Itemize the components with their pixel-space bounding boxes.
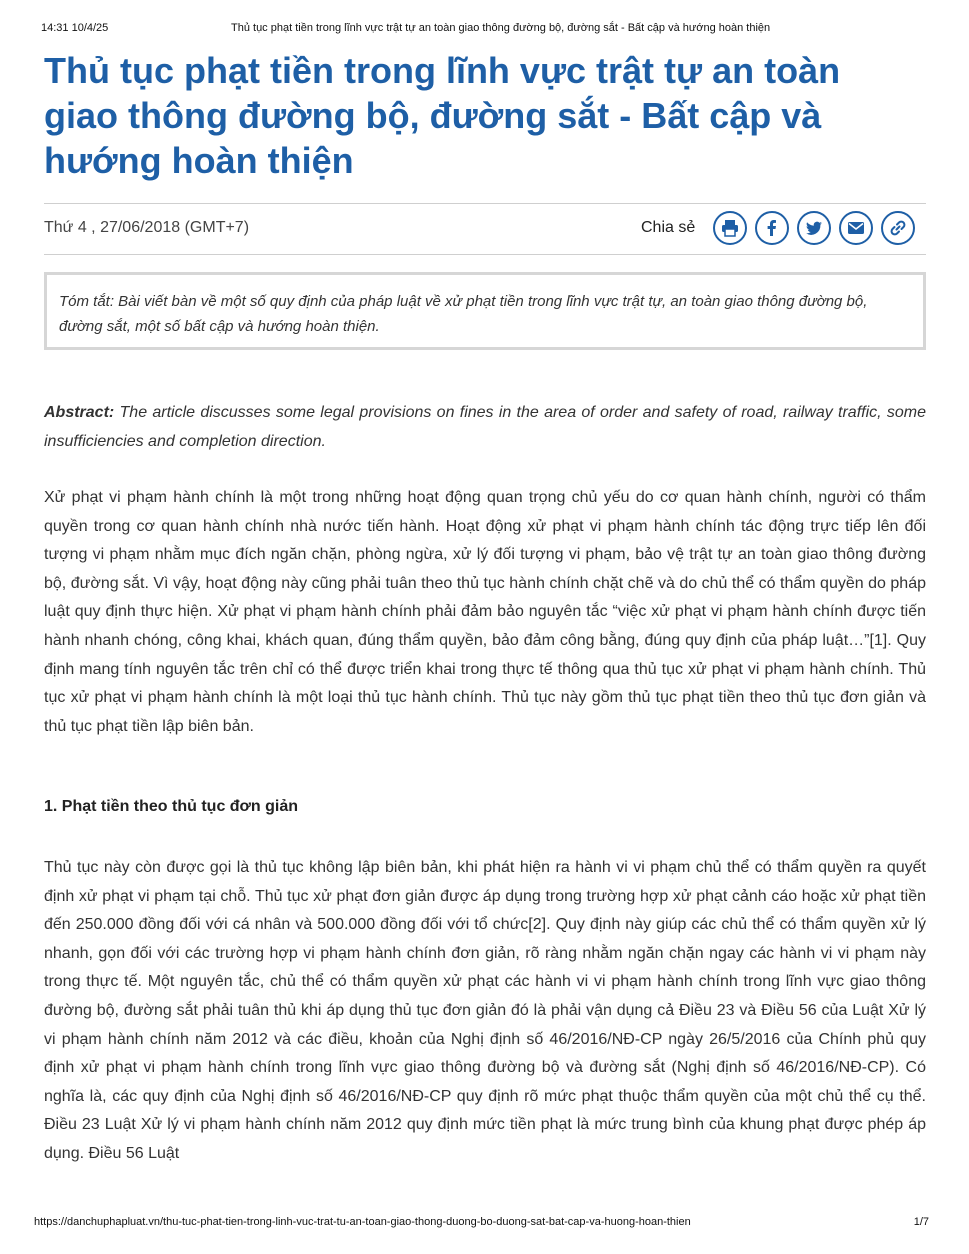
abstract-text: The article discusses some legal provisions on fines in the area of order and safety of road, railway traffic, some insufficiencies and completion direction. xyxy=(44,404,926,450)
print-document-title: Thủ tục phạt tiền trong lĩnh vực trật tự an toàn giao thông đường bộ, đường sắt - Bất cập và hướng hoàn thiện xyxy=(231,22,771,34)
abstract-label: Abstract: xyxy=(44,404,115,421)
article-date: Thứ 4 , 27/06/2018 (GMT+7) xyxy=(44,219,250,236)
twitter-share-button[interactable] xyxy=(797,211,831,245)
copy-link-button[interactable] xyxy=(881,211,915,245)
summary-text: Tóm tắt: Bài viết bàn về một số quy định của pháp luật về xử phạt tiền trong lĩnh vực trật tự, an toàn giao thông đường bộ, đường sắt, một số bất cập và hướng hoàn thiện. xyxy=(59,293,868,335)
article-title: Thủ tục phạt tiền trong lĩnh vực trật tự an toàn giao thông đường bộ, đường sắt - Bất cập và hướng hoàn thiện xyxy=(44,50,841,181)
summary-box xyxy=(44,272,926,350)
link-icon xyxy=(888,218,908,238)
abstract xyxy=(44,398,926,456)
print-header xyxy=(41,22,928,36)
print-footer xyxy=(34,1216,935,1230)
print-icon xyxy=(720,218,740,238)
body-paragraph-1: Xử phạt vi phạm hành chính là một trong những hoạt động quan trọng chủ yếu do cơ quan hành chính, người có thẩm quyền trong cơ quan hành chính nhà nước tiến hành. Hoạt động xử phạt vi phạm hành chính tác động trực tiếp lên đối tượng vi phạm nhằm mục đích ngăn chặn, phòng ngừa, xử lý đối tượng vi phạm, bảo vệ trật tự an toàn giao thông đường bộ, đường sắt. Vì vậy, hoạt động này cũng phải tuân theo thủ tục hành chính chặt chẽ và do chủ thể có thẩm quyền do pháp luật quy định thực hiện. Xử phạt vi phạm hành chính phải đảm bảo nguyên tắc “việc xử phạt vi phạm hành chính được tiến hành nhanh chóng, công khai, khách quan, đúng thẩm quyền, bảo đảm công bằng, đúng quy định của pháp luật…”[1]. Quy định mang tính nguyên tắc trên chỉ có thể được triển khai trong thực tế thông qua thủ tục xử phạt vi phạm hành chính. Thủ tục xử phạt vi phạm hành chính là một loại thủ tục hành chính. Thủ tục này gồm thủ tục phạt tiền theo thủ tục đơn giản và thủ tục phạt tiền lập biên bản. xyxy=(44,489,926,735)
print-datetime: 14:31 10/4/25 xyxy=(41,22,109,34)
email-icon xyxy=(846,218,866,238)
twitter-icon xyxy=(804,218,824,238)
facebook-icon xyxy=(762,218,782,238)
print-button[interactable] xyxy=(713,211,747,245)
email-share-button[interactable] xyxy=(839,211,873,245)
share-label: Chia sẻ xyxy=(641,219,696,236)
meta-divider xyxy=(44,254,926,255)
page-number: 1/7 xyxy=(913,1216,929,1228)
title-divider xyxy=(44,203,926,204)
facebook-share-button[interactable] xyxy=(755,211,789,245)
body-paragraph-2: Thủ tục này còn được gọi là thủ tục không lập biên bản, khi phát hiện ra hành vi vi phạm chủ thể có thẩm quyền ra quyết định xử phạt vi phạm tại chỗ. Thủ tục xử phạt đơn giản được áp dụng trong trường hợp xử phạt cảnh cáo hoặc xử phạt tiền đến 250.000 đồng đối với cá nhân và 500.000 đồng đối với tổ chức[2]. Quy định này giúp các chủ thể có thẩm quyền xử lý nhanh, gọn đối với các trường hợp vi phạm hành chính đơn giản, rõ ràng nhằm ngăn chặn ngay các hành vi vi phạm này trong thực tế. Một nguyên tắc, chủ thể có thẩm quyền xử phạt các hành vi vi phạm hành chính trong lĩnh vực giao thông đường bộ, đường sắt phải tuân thủ khi áp dụng thủ tục đơn giản đó là phải vận dụng cả Điều 23 và Điều 56 của Luật Xử lý vi phạm hành chính năm 2012 và các điều, khoản của Nghị định số 46/2016/NĐ-CP ngày 26/5/2016 của Chính phủ quy định xử phạt vi phạm hành chính trong lĩnh vực giao thông đường bộ và đường sắt (Nghị định số 46/2016/NĐ-CP). Có nghĩa là, các quy định của Nghị định số 46/2016/NĐ-CP quy định rõ mức phạt thuộc thẩm quyền của một chủ thể cụ thể. Điều 23 Luật Xử lý vi phạm hành chính năm 2012 quy định mức tiền phạt là mức trung bình của khung phạt được phép áp dụng. Điều 56 Luật xyxy=(44,859,926,1162)
section-heading-1: 1. Phạt tiền theo thủ tục đơn giản xyxy=(44,798,299,815)
print-footer-url: https://danchuphapluat.vn/thu-tuc-phat-tien-trong-linh-vuc-trat-tu-an-toan-giao-thong-duong-bo-duong-sat-bat-cap-va-huong-hoan-thien xyxy=(34,1216,691,1228)
